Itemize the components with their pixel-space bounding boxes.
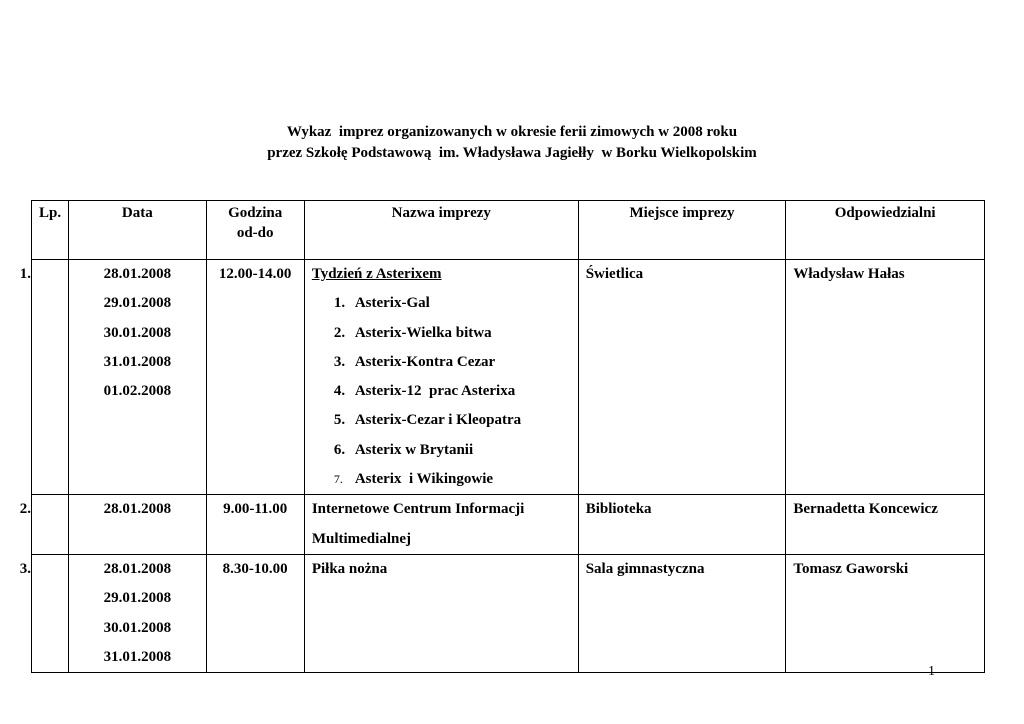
header-place: Miejsce imprezy [578, 201, 786, 260]
row-place: Sala gimnastyczna [578, 554, 786, 672]
row-resp: Władysław Hałas [786, 260, 985, 495]
list-item: 1. Asterix-Gal [333, 295, 430, 312]
table-row [32, 495, 985, 555]
row-place: Biblioteka [578, 495, 786, 555]
row-lp-cell [19, 554, 69, 672]
row-place: Świetlica [578, 260, 786, 495]
row-name [304, 554, 578, 672]
row-hours: 8.30-10.00 [206, 554, 304, 672]
table-row [32, 554, 985, 672]
event-name-line: Internetowe Centrum Informacji [311, 501, 525, 518]
list-item: 5. Asterix-Cezar i Kleopatra [333, 412, 522, 429]
row-resp: Tomasz Gaworski [786, 554, 985, 672]
header-lp: Lp. [32, 201, 69, 260]
header-name: Nazwa imprezy [304, 201, 578, 260]
document-title [0, 122, 1024, 164]
event-title: Tydzień z Asterixem [311, 266, 442, 282]
events-table [19, 200, 985, 673]
row-resp: Bernadetta Koncewicz [786, 495, 985, 555]
header-hour-line-1: Godzina [228, 205, 283, 221]
title-line-1: Wykaz imprez organizowanych w okresie ferii zimowych w 2008 roku [286, 124, 738, 140]
date-item: 29.01.2008 [103, 590, 172, 607]
date-item: 28.01.2008 [103, 266, 172, 282]
event-name-line: Multimedialnej [311, 530, 411, 547]
row-number: 1. [19, 266, 31, 282]
row-hours: 12.00-14.00 [206, 260, 304, 495]
list-item: 3. Asterix-Kontra Cezar [333, 353, 496, 370]
row-lp-cell [19, 260, 69, 495]
row-dates [69, 495, 206, 555]
header-hour [206, 201, 304, 260]
header-resp: Odpowiedzialni [786, 201, 985, 260]
title-line-2: przez Szkołę Podstawową im. Władysława Jagiełły w Borku Wielkopolskim [267, 145, 757, 161]
row-dates [69, 260, 206, 495]
date-item: 28.01.2008 [103, 501, 172, 518]
date-item: 31.01.2008 [103, 353, 172, 370]
date-item: 29.01.2008 [103, 295, 172, 312]
event-name-line: Piłka nożna [311, 560, 388, 577]
list-item: 4. Asterix-12 prac Asterixa [333, 383, 516, 400]
row-number: 2. [19, 501, 31, 518]
table-row [32, 260, 985, 495]
row-name [304, 495, 578, 555]
date-item: 28.01.2008 [103, 560, 172, 577]
list-item: 7. Asterix i Wikingowie [333, 471, 494, 488]
row-hours: 9.00-11.00 [206, 495, 304, 555]
row-dates [69, 554, 206, 672]
date-item: 30.01.2008 [103, 619, 172, 636]
row-lp-cell [19, 495, 69, 555]
header-date: Data [69, 201, 206, 260]
date-item: 30.01.2008 [103, 324, 172, 341]
header-hour-line-2: od-do [236, 225, 274, 241]
date-item: 01.02.2008 [103, 383, 172, 400]
date-item: 31.01.2008 [103, 648, 172, 665]
row-name [304, 260, 578, 495]
film-list [312, 289, 578, 494]
page-number: 1 [928, 664, 935, 679]
list-item: 2. Asterix-Wielka bitwa [333, 324, 492, 341]
list-item: 6. Asterix w Brytanii [333, 441, 474, 458]
row-number: 3. [19, 560, 31, 577]
header-row [32, 201, 985, 260]
